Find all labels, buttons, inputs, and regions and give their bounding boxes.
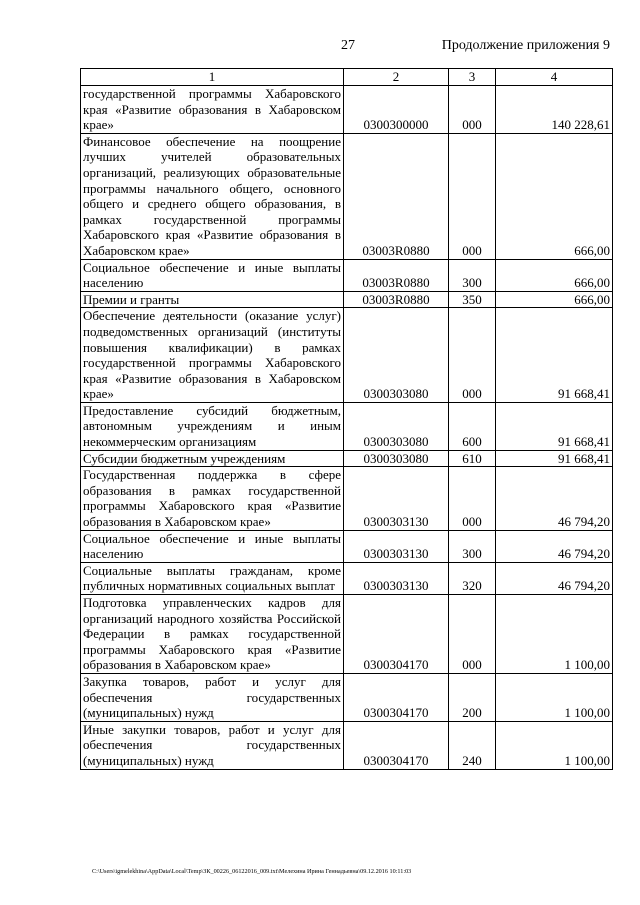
table-body bbox=[81, 86, 613, 770]
row-description: государственной программы Хабаровского края «Развитие образования в Хабаровском крае» bbox=[81, 86, 344, 134]
column-header-2: 2 bbox=[344, 69, 449, 86]
target-code-cell: 0300304170 bbox=[344, 721, 449, 769]
expense-type-cell: 000 bbox=[449, 467, 496, 530]
expense-type-cell: 300 bbox=[449, 530, 496, 562]
row-description: Предоставление субсидий бюджетным, автономным учреждениям и иным некоммерческим организациям bbox=[81, 402, 344, 450]
amount-cell: 1 100,00 bbox=[496, 595, 613, 674]
amount-cell: 91 668,41 bbox=[496, 308, 613, 403]
target-code-cell: 03003R0880 bbox=[344, 291, 449, 308]
row-description: Финансовое обеспечение на поощрение лучших учителей образовательных организаций, реализующих образовательные программы начального общего, основного общего и среднего общего образования, в рамках государственной программы Хабаровского края «Развитие образования в Хабаровском крае» bbox=[81, 133, 344, 259]
target-code-cell: 0300304170 bbox=[344, 673, 449, 721]
target-code-cell: 0300303130 bbox=[344, 530, 449, 562]
row-description: Подготовка управленческих кадров для организаций народного хозяйства Российской Федерации в рамках государственной программы Хабаровского края «Развитие образования в Хабаровском крае» bbox=[81, 595, 344, 674]
table-row bbox=[81, 259, 613, 291]
table-row bbox=[81, 673, 613, 721]
amount-cell: 46 794,20 bbox=[496, 562, 613, 594]
table-row bbox=[81, 595, 613, 674]
table-row bbox=[81, 291, 613, 308]
target-code-cell: 0300300000 bbox=[344, 86, 449, 134]
amount-cell: 666,00 bbox=[496, 133, 613, 259]
continuation-note: Продолжение приложения 9 bbox=[441, 38, 610, 53]
amount-cell: 46 794,20 bbox=[496, 467, 613, 530]
target-code-cell: 0300304170 bbox=[344, 595, 449, 674]
table-row bbox=[81, 450, 613, 467]
target-code-cell: 0300303080 bbox=[344, 450, 449, 467]
table-row bbox=[81, 308, 613, 403]
table-row bbox=[81, 562, 613, 594]
footer-path: C:\Users\igmelekhina\AppData\Local\Temp\ЗК_00226_06122016_009.txt\Мелехина Ирина Геннадьевна\09.12.2016 10:11:03 bbox=[92, 868, 412, 875]
table-row bbox=[81, 721, 613, 769]
row-description: Обеспечение деятельности (оказание услуг) подведомственных организаций (институты повышения квалификации) в рамках государственной программы Хабаровского края «Развитие образования в Хабаровском крае» bbox=[81, 308, 344, 403]
expense-type-cell: 000 bbox=[449, 308, 496, 403]
row-description: Субсидии бюджетным учреждениям bbox=[81, 450, 344, 467]
expense-type-cell: 000 bbox=[449, 595, 496, 674]
target-code-cell: 0300303130 bbox=[344, 562, 449, 594]
table-row bbox=[81, 86, 613, 134]
table-row bbox=[81, 467, 613, 530]
table-row bbox=[81, 133, 613, 259]
expense-type-cell: 200 bbox=[449, 673, 496, 721]
row-description: Иные закупки товаров, работ и услуг для обеспечения государственных (муниципальных) нужд bbox=[81, 721, 344, 769]
expense-type-cell: 000 bbox=[449, 133, 496, 259]
row-description: Закупка товаров, работ и услуг для обеспечения государственных (муниципальных) нужд bbox=[81, 673, 344, 721]
row-description: Социальные выплаты гражданам, кроме публичных нормативных социальных выплат bbox=[81, 562, 344, 594]
table-header-row bbox=[81, 69, 613, 86]
row-description: Премии и гранты bbox=[81, 291, 344, 308]
column-header-3: 3 bbox=[449, 69, 496, 86]
amount-cell: 1 100,00 bbox=[496, 673, 613, 721]
row-description: Государственная поддержка в сфере образования в рамках государственной программы Хабаровского края «Развитие образования в Хабаровском крае» bbox=[81, 467, 344, 530]
amount-cell: 666,00 bbox=[496, 259, 613, 291]
row-description: Социальное обеспечение и иные выплаты населению bbox=[81, 530, 344, 562]
row-description: Социальное обеспечение и иные выплаты населению bbox=[81, 259, 344, 291]
amount-cell: 91 668,41 bbox=[496, 450, 613, 467]
column-header-4: 4 bbox=[496, 69, 613, 86]
target-code-cell: 0300303080 bbox=[344, 402, 449, 450]
amount-cell: 140 228,61 bbox=[496, 86, 613, 134]
target-code-cell: 0300303130 bbox=[344, 467, 449, 530]
expense-type-cell: 300 bbox=[449, 259, 496, 291]
table-row bbox=[81, 402, 613, 450]
column-header-1: 1 bbox=[81, 69, 344, 86]
target-code-cell: 0300303080 bbox=[344, 308, 449, 403]
expense-type-cell: 320 bbox=[449, 562, 496, 594]
amount-cell: 91 668,41 bbox=[496, 402, 613, 450]
amount-cell: 46 794,20 bbox=[496, 530, 613, 562]
expense-type-cell: 240 bbox=[449, 721, 496, 769]
amount-cell: 1 100,00 bbox=[496, 721, 613, 769]
target-code-cell: 03003R0880 bbox=[344, 259, 449, 291]
table-row bbox=[81, 530, 613, 562]
expense-type-cell: 600 bbox=[449, 402, 496, 450]
amount-cell: 666,00 bbox=[496, 291, 613, 308]
expense-type-cell: 610 bbox=[449, 450, 496, 467]
expense-type-cell: 350 bbox=[449, 291, 496, 308]
expense-type-cell: 000 bbox=[449, 86, 496, 134]
target-code-cell: 03003R0880 bbox=[344, 133, 449, 259]
page-number: 27 bbox=[341, 38, 355, 53]
budget-table bbox=[80, 68, 613, 770]
